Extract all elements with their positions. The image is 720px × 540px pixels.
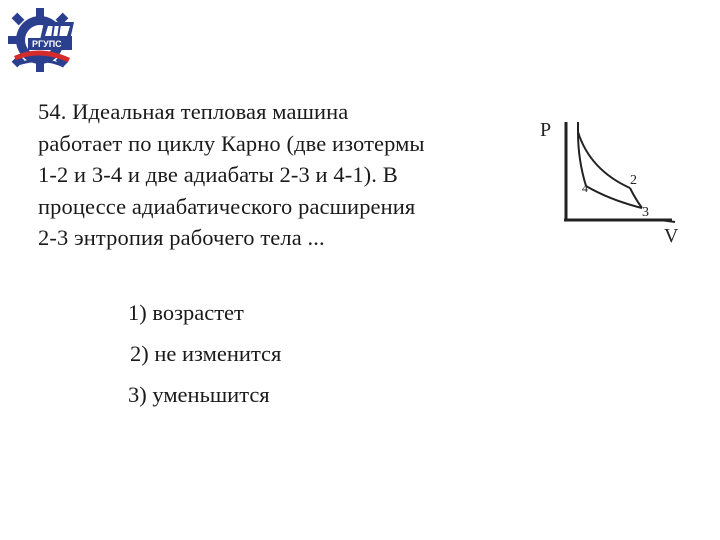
question-line: процессе адиабатического расширения <box>38 193 416 219</box>
x-axis-label: V <box>664 225 679 247</box>
point-label-4: 4 <box>582 181 588 195</box>
isotherm-3-4 <box>586 186 642 208</box>
question-line: работает по циклу Карно (две изотермы <box>38 130 425 156</box>
answer-option-1[interactable]: 1) возрастет <box>128 300 244 325</box>
logo <box>0 0 90 90</box>
logo-text: РГУПС <box>32 39 62 49</box>
point-label-2: 2 <box>630 173 637 188</box>
isotherm-1-2 <box>578 132 630 188</box>
point-label-3: 3 <box>642 205 649 220</box>
question-line: 54. Идеальная тепловая машина <box>38 99 349 124</box>
answer-option-2[interactable]: 2) не изменится <box>130 341 282 366</box>
question-text <box>38 96 538 254</box>
question-line: 2-3 энтропия рабочего тела ... <box>38 225 325 250</box>
carnot-cycle-diagram <box>530 110 690 250</box>
pv-diagram <box>530 110 690 250</box>
question-line: 1-2 и 3-4 и две адиабаты 2-3 и 4-1). В <box>38 162 398 187</box>
answer-option-3[interactable]: 3) уменьшится <box>128 382 270 407</box>
y-axis-label: P <box>540 119 552 141</box>
